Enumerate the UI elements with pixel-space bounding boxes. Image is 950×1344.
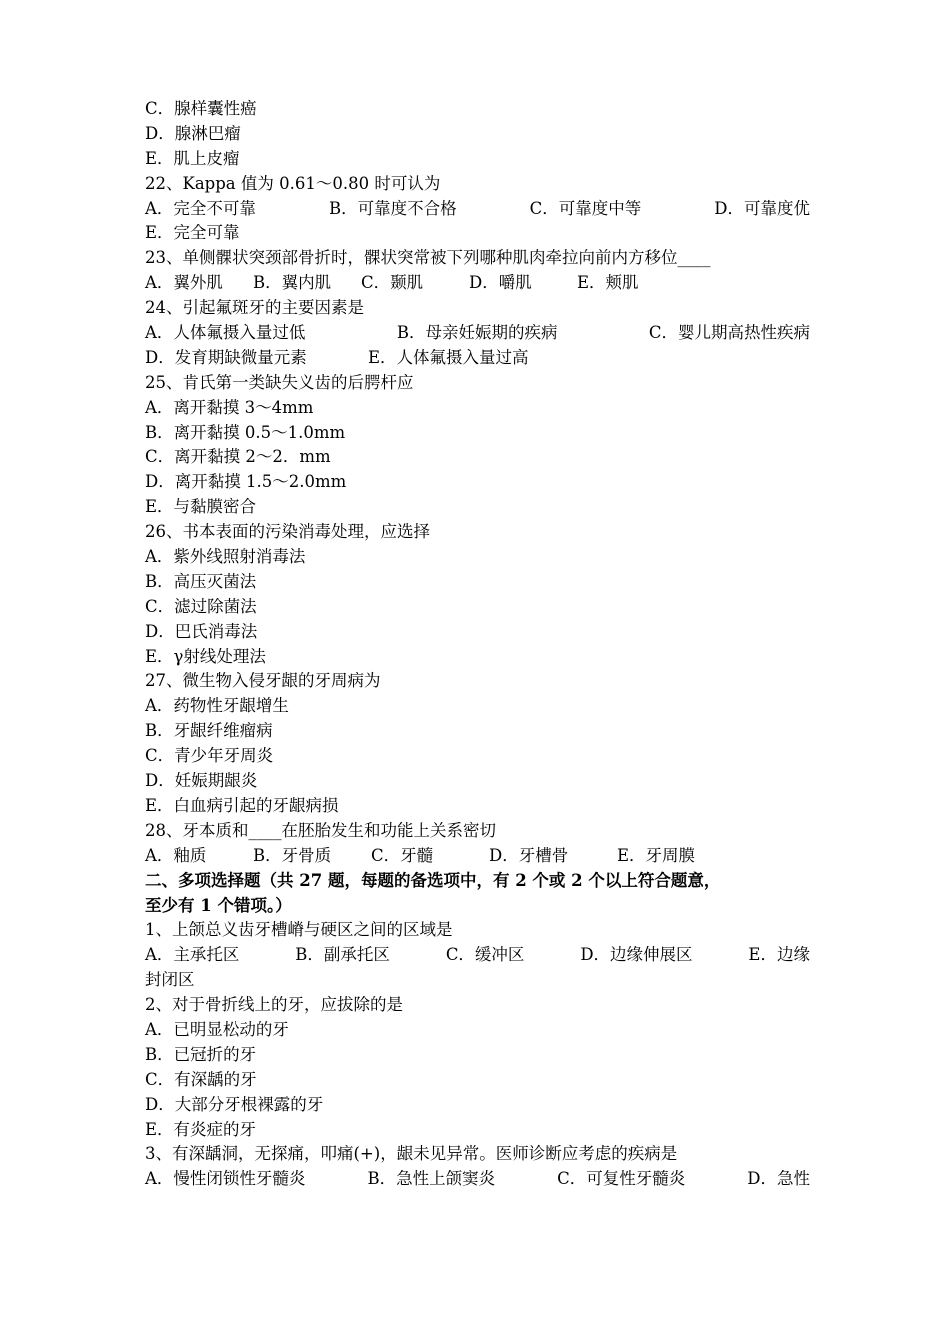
- option-line: D．妊娠期龈炎: [145, 771, 258, 791]
- option-line: B．已冠折的牙: [145, 1044, 257, 1064]
- exam-content: [145, 97, 810, 1192]
- option: A．完全不可靠: [145, 198, 256, 218]
- option-wrap: 封闭区: [145, 970, 195, 990]
- question-stem: 23、单侧髁状突颈部骨折时，髁状突常被下列哪种肌肉牵拉向前内方移位____: [145, 248, 711, 268]
- option-line: C．滤过除菌法: [145, 596, 257, 616]
- section-heading: 至少有 1 个错项。）: [145, 895, 292, 915]
- option: D．嚼肌: [469, 273, 532, 293]
- option: D．牙槽骨: [489, 845, 569, 865]
- option: A．慢性闭锁性牙髓炎: [145, 1169, 306, 1189]
- question-stem: 27、微生物入侵牙龈的牙周病为: [145, 671, 381, 691]
- option: E．边缘: [748, 945, 810, 965]
- option-line: E．与黏膜密合: [145, 497, 257, 517]
- option: B．牙骨质: [253, 845, 332, 865]
- option-line: A．紫外线照射消毒法: [145, 547, 306, 567]
- question-stem: 28、牙本质和____在胚胎发生和功能上关系密切: [145, 820, 496, 840]
- options-row: [145, 844, 810, 869]
- option-line: B．高压灭菌法: [145, 571, 257, 591]
- option-line: E．有炎症的牙: [145, 1119, 257, 1139]
- option: B．母亲妊娠期的疾病: [396, 323, 558, 343]
- options-row: [145, 943, 810, 968]
- option: E．颊肌: [577, 273, 639, 293]
- option: E．牙周膜: [617, 845, 696, 865]
- option-line: A．药物性牙龈增生: [145, 696, 289, 716]
- section-heading: 二、多项选择题（共 27 题，每题的备选项中，有 2 个或 2 个以上符合题意，: [145, 870, 721, 890]
- option: B．副承托区: [295, 945, 390, 965]
- option: A．釉质: [145, 845, 207, 865]
- question-stem: 25、肯氏第一类缺失义齿的后腭杆应: [145, 372, 414, 392]
- question-stem: 3、有深龋洞，无探痛，叩痛(+)，龈未见异常。医师诊断应考虑的疾病是: [145, 1144, 678, 1164]
- option: D．急性: [747, 1169, 810, 1189]
- option-line: C．离开黏摸 2～2．mm: [145, 447, 331, 467]
- option-line: E．白血病引起的牙龈病损: [145, 795, 339, 815]
- option: A．翼外肌: [145, 273, 223, 293]
- option: B．可靠度不合格: [328, 198, 457, 218]
- option-line: C．腺样囊性癌: [145, 99, 257, 118]
- question-stem: 2、对于骨折线上的牙，应拔除的是: [145, 995, 403, 1015]
- option-line: C．有深龋的牙: [145, 1069, 257, 1089]
- option-line: E．完全可靠: [145, 223, 240, 243]
- option: C．可靠度中等: [529, 198, 642, 218]
- question-stem: 26、书本表面的污染消毒处理，应选择: [145, 522, 430, 542]
- options-row: [145, 271, 810, 296]
- option: D．可靠度优: [714, 198, 810, 218]
- option: D．发育期缺微量元素: [145, 347, 307, 367]
- options-row: [145, 321, 810, 346]
- option: C．牙髓: [371, 845, 434, 865]
- option-line: D．巴氏消毒法: [145, 621, 258, 641]
- option-line: D．大部分牙根裸露的牙: [145, 1094, 324, 1114]
- options-row: [145, 346, 810, 371]
- option: B．翼内肌: [253, 273, 332, 293]
- option-line: D．腺淋巴瘤: [145, 123, 241, 143]
- option-line: A．已明显松动的牙: [145, 1019, 289, 1039]
- option: C．可复性牙髓炎: [557, 1169, 686, 1189]
- option-line: B．牙龈纤维瘤病: [145, 721, 273, 741]
- option-line: B．离开黏摸 0.5～1.0mm: [145, 422, 346, 442]
- question-stem: 24、引起氟斑牙的主要因素是: [145, 298, 364, 318]
- option-line: E．γ射线处理法: [145, 646, 266, 666]
- question-stem: 1、上颌总义齿牙槽嵴与硬区之间的区域是: [145, 920, 453, 940]
- option: A．人体氟摄入量过低: [145, 323, 306, 343]
- option: C．颞肌: [361, 273, 424, 293]
- option: B．急性上颌窦炎: [367, 1169, 496, 1189]
- options-row: [145, 1167, 810, 1192]
- option-line: C．青少年牙周炎: [145, 746, 274, 766]
- question-stem: 22、Kappa 值为 0.61～0.80 时可认为: [145, 173, 441, 193]
- option: E．人体氟摄入量过高: [368, 347, 529, 367]
- option: D．边缘伸展区: [580, 945, 693, 965]
- option: C．缓冲区: [445, 945, 525, 965]
- option-line: A．离开黏摸 3～4mm: [145, 397, 314, 417]
- option-line: D．离开黏摸 1.5～2.0mm: [145, 472, 347, 492]
- option: C．婴儿期高热性疾病: [648, 323, 810, 343]
- option: A．主承托区: [145, 945, 240, 965]
- options-row: [145, 197, 810, 222]
- option-line: E．肌上皮瘤: [145, 148, 240, 168]
